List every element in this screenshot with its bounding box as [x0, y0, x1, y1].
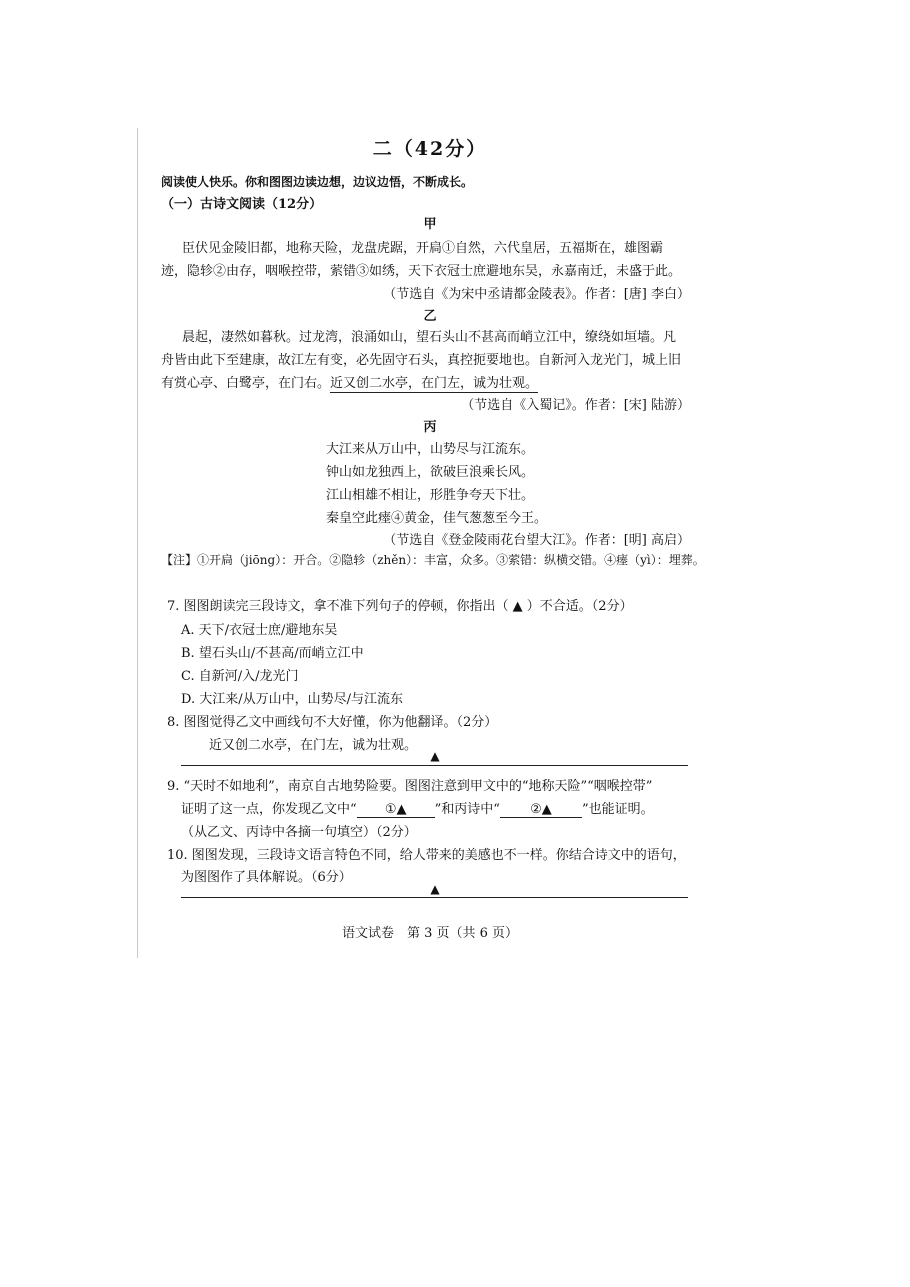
poem-verse: 钟山如龙独西上，欲破巨浪乘长风。 — [326, 465, 535, 480]
text-yi-line3-plain: 有赏心亭、白鹭亭，在门右。 — [161, 376, 331, 391]
question-10-line: 10. 图图发现，三段诗文语言特色不同，给人带来的美感也不一样。你结合诗文中的语句， — [167, 848, 686, 863]
text-bing-label: 丙 — [423, 420, 437, 435]
section-title: 二（42分） — [372, 138, 488, 160]
poem-verse: 大江来从万山中，山势尽与江流东。 — [326, 442, 535, 457]
scan-edge — [137, 128, 138, 958]
text-yi-line3 — [161, 372, 538, 391]
intro-text: 阅读使人快乐。你和图图边读边想，边议边悟，不断成长。 — [161, 175, 474, 189]
fill-blank-1[interactable]: ①▲ — [357, 802, 435, 818]
answer-line[interactable] — [181, 765, 688, 766]
question-9-text: 证明了这一点，你发现乙文中“ — [181, 802, 357, 817]
text-yi-label: 乙 — [423, 309, 437, 324]
question-8-stem: 8. 图图觉得乙文中画线句不大好懂，你为他翻译。（2分） — [167, 715, 498, 730]
underlined-sentence: 近又创二水亭，在门左，诚为壮观。 — [330, 376, 539, 391]
text-yi-source: （节选自《入蜀记》。作者：[宋] 陆游） — [461, 398, 690, 413]
question-8-sentence: 近又创二水亭，在门左，诚为壮观。 — [209, 738, 418, 753]
text-yi-line: 晨起，凄然如暮秋。过龙湾，浪涌如山，望石头山不甚高而峭立江中，缭绕如垣墙。凡 — [182, 330, 677, 345]
question-9-text: ”也能证明。 — [581, 802, 654, 817]
text-jia-source: （节选自《为宋中丞请都金陵表》。作者：[唐] 李白） — [383, 287, 690, 302]
answer-mark: ▲ — [430, 749, 440, 763]
text-jia-line: 臣伏见金陵旧都，地称天险，龙盘虎踞，开扃①自然，六代皇居，五福斯在，雄图霸 — [182, 241, 664, 256]
poem-verse: 江山相雄不相让，形胜争夸天下壮。 — [326, 488, 535, 503]
question-10-line: 为图图作了具体解说。（6分） — [181, 870, 352, 885]
question-7-option: C. 自新河/入/龙光门 — [181, 669, 299, 684]
question-7-stem: 7. 图图朗读完三段诗文，拿不准下列句子的停顿，你指出（ ▲ ）不合适。（2分） — [167, 599, 633, 614]
text-yi-line: 舟皆由此下至建康，故江左有变，必先固守石头，真控扼要地也。自新河入龙光门，城上旧 — [161, 353, 682, 368]
question-7-option: B. 望石头山/不甚高/而峭立江中 — [181, 646, 364, 661]
page-footer: 语文试卷 第 3 页（共 6 页） — [341, 926, 519, 941]
question-9-line2 — [181, 798, 654, 818]
answer-mark: ▲ — [430, 882, 440, 896]
text-jia-label: 甲 — [423, 217, 437, 232]
fill-blank-2[interactable]: ②▲ — [500, 802, 582, 818]
question-7-option: A. 天下/衣冠士庶/避地东吴 — [181, 623, 338, 638]
part-heading: （一）古诗文阅读（12分） — [161, 197, 323, 212]
question-9-text: ”和丙诗中“ — [434, 802, 500, 817]
answer-line[interactable] — [181, 897, 688, 898]
question-9-line: 9. “天时不如地利”，南京自古地势险要。图图注意到甲文中的“地称天险”“咽喉控带” — [167, 779, 653, 794]
annotation-notes: 【注】①开扃（jiōng）：开合。②隐轸（zhěn）：丰富，众多。③萦错：纵横交错。④瘗（yì）：埋葬。 — [161, 553, 705, 567]
text-bing-source: （节选自《登金陵雨花台望大江》。作者：[明] 高启） — [383, 533, 690, 548]
question-9-line: （从乙文、丙诗中各摘一句填空）（2分） — [181, 825, 417, 840]
poem-verse: 秦皇空此瘗④黄金，佳气葱葱至今王。 — [326, 511, 548, 526]
question-7-option: D. 大江来/从万山中，山势尽/与江流东 — [181, 692, 403, 707]
text-jia-line: 迹，隐轸②由存，咽喉控带，萦错③如绣，天下衣冠士庶避地东吴，永嘉南迁，未盛于此。 — [161, 264, 682, 279]
